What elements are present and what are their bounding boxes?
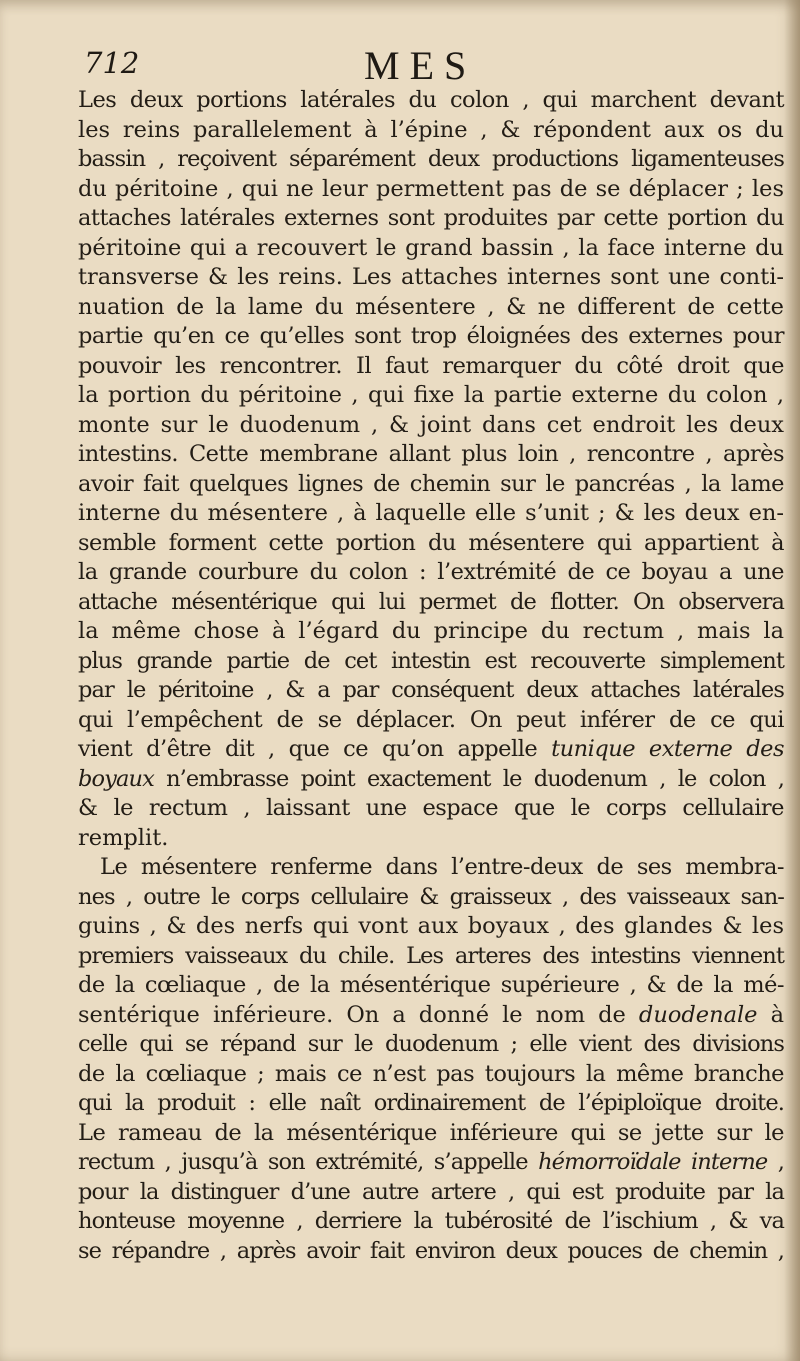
text-line: de la cœliaque ; mais ce n’est pas toujours la même branche <box>78 1060 784 1087</box>
text-run: n’embrasse point exactement le duodenum , le colon , <box>153 765 784 792</box>
page-number: 712 <box>84 46 140 80</box>
text-line: Les deux portions latérales du colon , qui marchent devant <box>78 87 784 113</box>
text-line: premiers vaisseaux du chile. Les arteres des intestins viennent <box>78 942 784 969</box>
text-line: Le mésentere renferme dans l’entre-deux de ses membra- <box>100 854 784 880</box>
text-run: , <box>767 1149 784 1175</box>
text-line: intestins. Cette membrane allant plus loin , rencontre , après <box>78 441 784 467</box>
text-run: à <box>757 1001 784 1028</box>
text-line: guins , & des nerfs qui vont aux boyaux , des glandes & les <box>78 913 784 939</box>
italic-term: boyaux <box>78 765 154 792</box>
italic-term: hémorroïdale interne <box>538 1149 768 1175</box>
text-line: par le péritoine , & a par conséquent deux attaches latérales <box>78 677 784 703</box>
text-line: la portion du péritoine , qui fixe la partie externe du colon , <box>78 382 784 408</box>
text-line: celle qui se répand sur le duodenum ; elle vient des divisions <box>78 1031 784 1057</box>
text-line: la même chose à l’égard du principe du rectum , mais la <box>78 618 784 644</box>
text-line: qui la produit : elle naît ordinairement de l’épiploïque droite. <box>78 1090 784 1116</box>
text-line: Le rameau de la mésentérique inférieure qui se jette sur le <box>78 1119 784 1146</box>
text-run: sentérique inférieure. On a donné le nom de <box>78 1001 639 1028</box>
text-line: remplit. <box>78 824 169 851</box>
text-line <box>78 735 784 765</box>
text-line: semble forment cette portion du mésentere qui appartient à <box>78 529 784 556</box>
text-line: de la cœliaque , de la mésentérique supérieure , & de la mé- <box>78 972 784 998</box>
text-line: partie qu’en ce qu’elles sont trop éloignées des externes pour <box>78 323 784 349</box>
text-line: pour la distinguer d’une autre artere , qui est produite par la <box>78 1178 784 1205</box>
page-header <box>0 42 800 86</box>
text-line: interne du mésentere , à laquelle elle s’unit ; & les deux en- <box>78 500 784 526</box>
italic-term: duodenale <box>638 1001 758 1028</box>
italic-term: tunique externe des <box>551 736 784 762</box>
text-line <box>78 765 784 795</box>
body-text <box>78 86 784 1266</box>
text-line: se répandre , après avoir fait environ deux pouces de chemin , <box>78 1237 784 1264</box>
text-line: plus grande partie de cet intestin est recouverte simplement <box>78 647 784 674</box>
text-line: nuation de la lame du mésentere , & ne different de cette <box>78 293 784 320</box>
text-line: nes , outre le corps cellulaire & graisseux , des vaisseaux san- <box>78 883 784 910</box>
running-head: MES <box>364 43 477 88</box>
text-line: du péritoine , qui ne leur permettent pas de se déplacer ; les <box>78 175 784 202</box>
text-line: bassin , reçoivent séparément deux productions ligamenteuses <box>78 146 784 172</box>
text-line: & le rectum , laissant une espace que le corps cellulaire <box>78 795 784 821</box>
text-line: les reins parallelement à l’épine , & répondent aux os du <box>78 116 784 143</box>
text-run: vient d’être dit , que ce qu’on appelle <box>78 736 552 762</box>
text-line: attache mésentérique qui lui permet de flotter. On observera <box>78 588 784 615</box>
text-line <box>78 1001 784 1031</box>
text-line: la grande courbure du colon : l’extrémité de ce boyau a une <box>78 559 784 585</box>
text-line: péritoine qui a recouvert le grand bassin , la face interne du <box>78 234 784 261</box>
text-line <box>78 1148 784 1178</box>
text-line: honteuse moyenne , derriere la tubérosité de l’ischium , & va <box>78 1208 784 1234</box>
text-run: rectum , jusqu’à son extrémité, s’appelle <box>78 1149 539 1175</box>
text-line: pouvoir les rencontrer. Il faut remarquer du côté droit que <box>78 352 784 379</box>
text-line: transverse & les reins. Les attaches internes sont une conti- <box>78 264 784 290</box>
text-line: attaches latérales externes sont produites par cette portion du <box>78 205 784 231</box>
page-edge-shadow <box>784 0 800 1361</box>
text-line: qui l’empêchent de se déplacer. On peut inférer de ce qui <box>78 706 784 733</box>
text-line: avoir fait quelques lignes de chemin sur le pancréas , la lame <box>78 470 784 497</box>
text-line: monte sur le duodenum , & joint dans cet endroit les deux <box>78 411 784 438</box>
